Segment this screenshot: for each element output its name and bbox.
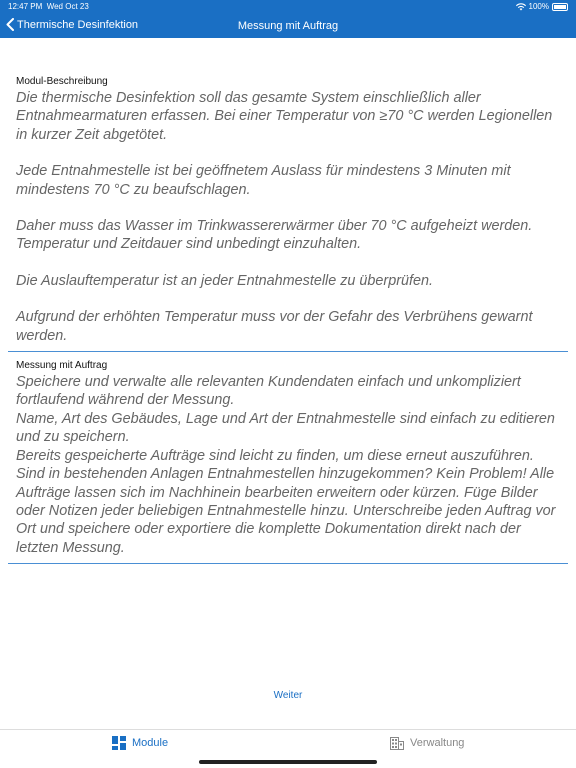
description-paragraph: Bereits gespeicherte Aufträge sind leicht zu finden, um diese erneut auszuführen. Sind in bestehenden Anlagen Entnahmestellen hinzugekommen? Kein Problem! Alle Aufträge lassen sich im Nachhinein bearbeiten erweitern oder kürzen. Füge Bilder oder Notizen jeder beliebigen Entnahmestelle hinzu. Unterschreibe jeden Auftrag vor Ort und speichere oder exportiere die komplette Dokumentation direkt nach der letzten Messung. [16,447,556,556]
description-paragraph: Daher muss das Wasser im Trinkwassererwärmer über 70 °C aufgeheizt werden. Temperatur und Zeitdauer sind unbedingt einzuhalten. [16,218,533,253]
back-button-label: Thermische Desinfektion [17,18,139,31]
building-icon [390,736,404,750]
battery-percent: 100% [528,2,549,11]
status-right [516,2,568,11]
section-title: Messung mit Auftrag [16,360,108,372]
next-button[interactable]: Weiter [273,690,303,701]
status-bar [0,0,576,14]
wifi-icon [516,3,526,11]
description-paragraph: Jede Entnahmestelle ist bei geöffnetem Auslass für mindestens 3 Minuten mit mindestens 70 °C zu beaufschlagen. [16,163,511,198]
tab-administration[interactable] [390,736,464,750]
tab-modules[interactable] [112,736,168,750]
order-measurement-section [8,352,568,564]
description-paragraph: Die thermische Desinfektion soll das gesamte System einschließlich aller Entnahmearmaturen erfassen. Bei einer Temperatur von ≥70 °C werden Legionellen in kurzer Zeit abgetötet. [16,90,553,143]
battery-icon [552,3,568,11]
description-paragraph: Aufgrund der erhöhten Temperatur muss vor der Gefahr des Verbrühens gewarnt werden. [16,309,533,344]
description-paragraph: Die Auslauftemperatur ist an jeder Entnahmestelle zu überprüfen. [16,272,434,289]
module-description-section [8,72,568,352]
page-title: Messung mit Auftrag [237,20,339,32]
home-indicator [199,760,377,764]
status-time: 12:47 PM Wed Oct 23 [8,2,89,11]
tab-administration-label: Verwaltung [410,737,465,749]
main-content [8,72,568,564]
tab-modules-label: Module [132,737,169,749]
section-title: Modul-Beschreibung [16,76,108,87]
navigation-bar [0,14,576,38]
tab-bar [0,729,576,768]
description-paragraph: Speichere und verwalte alle relevanten Kundendaten einfach und unkompliziert fortlaufend während der Messung. [16,374,521,409]
description-paragraph: Name, Art des Gebäudes, Lage und Art der Entnahmestelle sind einfach zu editieren und zu speichern. [16,410,555,446]
grid-icon [112,736,126,750]
